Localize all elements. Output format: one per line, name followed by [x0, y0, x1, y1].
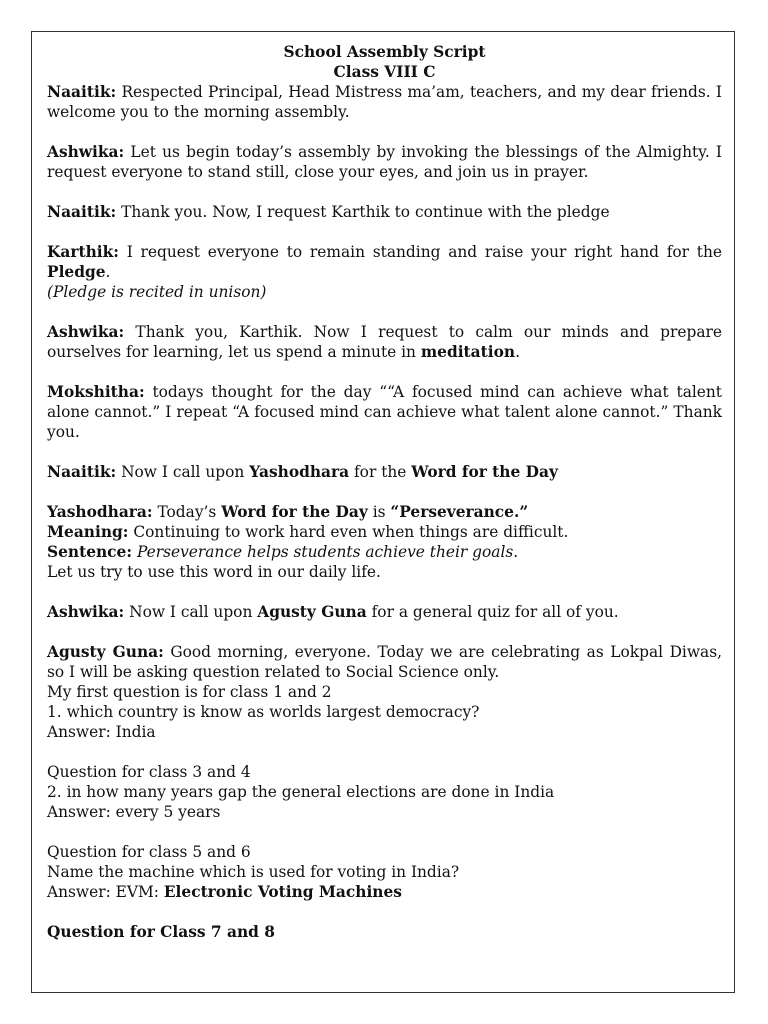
document-title: School Assembly Script	[283, 43, 486, 61]
speaker-name: Ashwika:	[47, 143, 125, 161]
speaker-name: Naaitik:	[47, 463, 117, 481]
question-intro: My first question is for class 1 and 2	[47, 683, 332, 701]
speaker-name: Ashwika:	[47, 603, 125, 621]
paragraph-text: is	[367, 503, 391, 521]
answer-text: Answer: EVM:	[47, 883, 164, 901]
paragraph-ashwika-meditation	[47, 322, 722, 362]
paragraph-agusty-quiz	[47, 642, 722, 742]
answer-text: Answer: every 5 years	[47, 803, 221, 821]
question-text: 1. which country is know as worlds largest democracy?	[47, 703, 480, 721]
paragraph-text: Let us begin today’s assembly by invoking the blessings of the Almighty. I request everyone to stand still, close your eyes, and join us in prayer.	[47, 143, 722, 181]
paragraph-karthik-pledge	[47, 242, 722, 302]
paragraph-text: Good morning, everyone. Today we are celebrating as Lokpal Diwas, so I will be asking question related to Social Science only.	[47, 643, 722, 681]
paragraph-text: Thank you. Now, I request Karthik to continue with the pledge	[116, 203, 610, 221]
speaker-name: Mokshitha:	[47, 383, 145, 401]
stage-note: (Pledge is recited in unison)	[47, 283, 267, 301]
meaning-line	[47, 522, 722, 542]
speaker-name: Karthik:	[47, 243, 119, 261]
answer-text: Answer: India	[47, 723, 156, 741]
paragraph-text: Thank you, Karthik. Now I request to calm our minds and prepare ourselves for learning, let us spend a minute in	[47, 323, 722, 361]
answer-bold: Electronic Voting Machines	[163, 883, 402, 901]
paragraph-text: for a general quiz for all of you.	[366, 603, 619, 621]
paragraph-text: Respected Principal, Head Mistress ma’am, teachers, and my dear friends. I welcome you to the morning assembly.	[47, 83, 722, 121]
speaker-name: Agusty Guna:	[47, 643, 164, 661]
question-text: 2. in how many years gap the general elections are done in India	[47, 783, 555, 801]
paragraph-naaitik-word	[47, 462, 722, 482]
speaker-name: Ashwika:	[47, 323, 125, 341]
closing-line: Let us try to use this word in our daily life.	[47, 563, 381, 581]
speaker-name: Naaitik:	[47, 83, 117, 101]
punctuation: .	[515, 343, 520, 361]
paragraph-text: for the	[349, 463, 412, 481]
paragraph-text: I request everyone to remain standing and raise your right hand for the	[118, 243, 722, 261]
answer-line	[47, 882, 722, 902]
pledge-word: Pledge	[47, 263, 106, 281]
paragraph-naaitik-welcome	[47, 82, 722, 122]
paragraph-yashodhara-word	[47, 502, 722, 582]
sentence-line	[47, 542, 722, 562]
paragraph-naaitik-pledge	[47, 202, 722, 222]
speaker-name: Yashodhara:	[47, 503, 153, 521]
question-block-5-6	[47, 842, 722, 902]
bold-phrase: Word for the Day	[411, 463, 558, 481]
bold-phrase: Word for the Day	[221, 503, 368, 521]
paragraph-text: Now I call upon	[124, 603, 258, 621]
bold-name: Agusty Guna	[257, 603, 367, 621]
paragraph-text: Today’s	[152, 503, 222, 521]
question-intro: Question for class 3 and 4	[47, 763, 251, 781]
paragraph-text: todays thought for the day ““A focused mind can achieve what talent alone cannot.” I repeat “A focused mind can achieve what talent alone cannot.” Thank you.	[47, 383, 722, 441]
speaker-name: Naaitik:	[47, 203, 117, 221]
document-subtitle: Class VIII C	[333, 63, 436, 81]
question-heading: Question for Class 7 and 8	[47, 923, 275, 941]
question-block-3-4	[47, 762, 722, 822]
sentence-label: Sentence:	[47, 543, 133, 561]
paragraph-ashwika-prayer	[47, 142, 722, 182]
punctuation: .	[105, 263, 111, 281]
document-body	[47, 42, 722, 942]
word-of-day: “Perseverance.”	[390, 503, 529, 521]
paragraph-text: Now I call upon	[116, 463, 250, 481]
meaning-text: Continuing to work hard even when things are difficult.	[128, 523, 569, 541]
question-intro: Question for class 5 and 6	[47, 843, 251, 861]
meaning-label: Meaning:	[47, 523, 129, 541]
paragraph-mokshitha-thought	[47, 382, 722, 442]
meditation-word: meditation	[420, 343, 516, 361]
sentence-text: Perseverance helps students achieve their goals.	[132, 543, 519, 561]
question-text: Name the machine which is used for voting in India?	[47, 863, 460, 881]
paragraph-ashwika-quiz	[47, 602, 722, 622]
bold-name: Yashodhara	[249, 463, 350, 481]
question-block-7-8	[47, 922, 722, 942]
